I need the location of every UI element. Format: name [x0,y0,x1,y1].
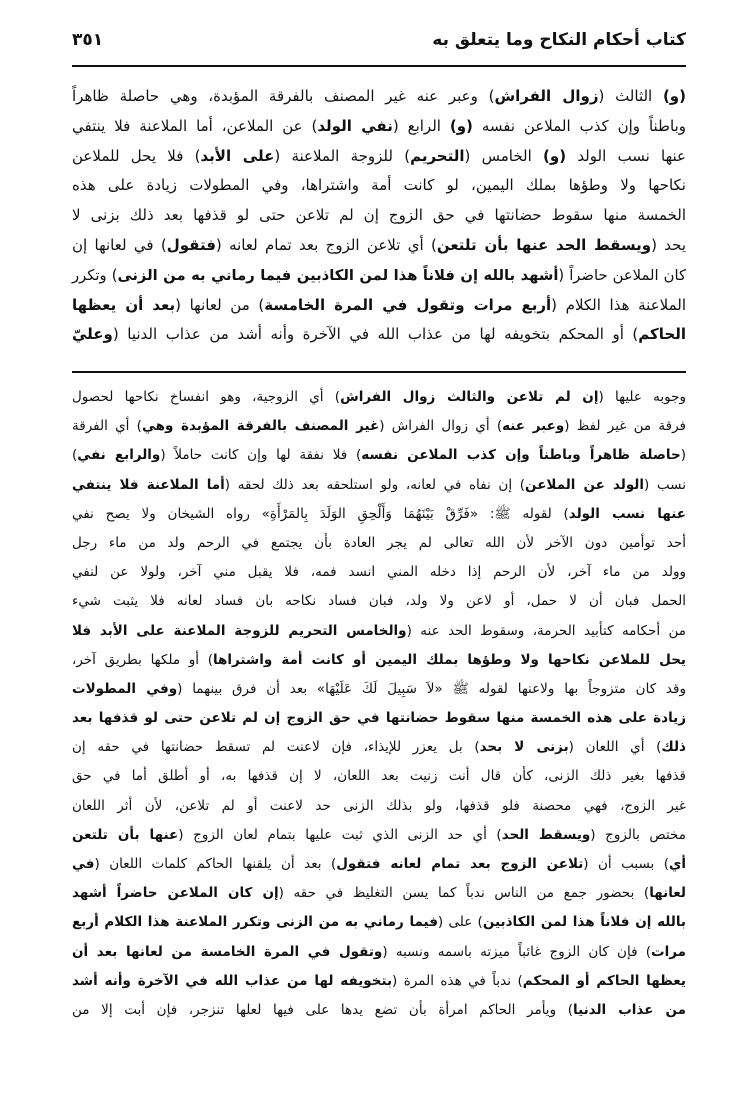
text-line [72,967,686,996]
text-line [72,320,686,350]
bold-text-segment: فيما رماني به من الزنى وتكرر الملاعنة هذا الكلام أربع [72,914,438,931]
text-segment: ) أي زوال الفراش ( [379,418,503,435]
bold-text-segment: عنها نسب الولد [568,505,686,522]
text-segment: وجوبه عليها ( [598,389,687,405]
bold-text-segment: على الأبد [200,146,275,165]
text-line [72,142,686,172]
bold-text-segment: مرات [651,943,686,960]
header-rule [72,65,686,67]
bold-text-segment: الحاكم [638,325,686,344]
text-line [72,762,686,791]
text-line [72,231,686,261]
text-segment: ) بسبب أن ( [583,856,669,872]
text-segment: ) فلا نفقة لها وإن كانت حاملاً ( [160,447,362,464]
text-line [72,792,686,821]
text-segment: ) ويأمر الحاكم امرأة بأن تضع يدها على فيها لعلها تنزجر، فإن أبت إلا من [72,1001,574,1018]
text-segment: ) أي الفرقة [72,418,142,435]
text-segment: ) في لعانها إن [72,235,167,254]
commentary-text [72,383,686,1025]
text-line [72,938,686,967]
text-line [72,821,686,850]
bold-text-segment: بزنى لا بحد [479,739,569,756]
bold-text-segment: والخامس التحريم للزوجة الملاعنة على الأبد فلا [72,622,407,639]
page-number: ٣٥١ [72,30,104,50]
bold-text-segment: وعليّ [72,325,113,344]
text-segment: ) أو ملكها بطريق آخر، [72,651,213,668]
text-segment: ( [680,447,686,464]
text-segment: نكاحها ولا وطؤها بملك اليمين، لو كانت أمة واشتراها، وفي المطولات زيادة على هذه [72,176,686,195]
text-segment: ) لقوله ﷺ: «فَرِّقْ بَيْنَهُمَا وَأَلْحِقِ الوَلَدَ بِالمَرْأَةِ» رواه الشيخان ولا يصح نفي [72,505,569,522]
footnote-separator [72,371,686,373]
text-segment: وولد من ماء آخر، لأن الرحم إذا دخله المني انسد فمه، فلا يقبل مني آخر، ولولا عن لنفي [72,564,686,581]
text-line [72,500,686,529]
bold-text-segment: عنها بأن تلتعن [72,826,179,843]
text-segment: ) أي اللعان ( [568,739,662,756]
text-segment: ) بل يعزر للإيذاء، فإن لاعنت لم تسقط حضانتها في حقه إن [72,739,480,756]
text-segment: ) [72,447,78,464]
text-segment: ) عن الملاعن، أما الملاعنة فلا ينتفي [72,116,318,135]
bold-text-segment: إن لم تلاعن والثالث زوال الفراش [340,389,599,405]
text-line [72,908,686,937]
bold-text-segment: حاصلة ظاهراً وباطناً وإن كذب الملاعن نفسه [361,447,681,464]
text-line [72,558,686,587]
text-segment: كان الملاعن حاضراً ( [558,266,686,284]
bold-text-segment: بتخويفه لها من عذاب الله في الآخرة وأنه أشد [72,972,393,989]
bold-text-segment: أما الملاعنة فلا ينتفي [72,476,225,493]
bold-text-segment: إن كان الملاعن حاضراً أشهد [72,885,279,902]
text-line [72,850,686,879]
bold-text-segment: في [72,856,95,872]
text-segment: وقد كان متزوجاً بها ولاعنها لقوله ﷺ «لاَ سَبِيلَ لَكَ عَلَيْهَا» بعد أن فرق بينهما ( [177,680,686,697]
text-line [72,112,686,142]
bold-text-segment: أي [668,856,686,872]
text-segment: مختص بالزوج ( [590,826,686,843]
text-line [72,617,686,646]
text-line [72,171,686,201]
text-segment: يحد ( [651,235,687,254]
text-segment: ) بعد أن يلقنها الحاكم كلمات اللعان ( [94,856,337,872]
text-line [72,412,686,441]
running-header [72,30,686,60]
text-segment: ) من لعانها ( [175,295,265,314]
bold-text-segment: ويسقط الحد عنها بأن تلتعن [436,235,652,254]
bold-text-segment: فتقول [166,235,216,254]
text-segment: ) إن نفاه في لعانه، ولو استلحقه بعد ذلك لحقه ( [224,476,526,493]
text-segment: ) أي حد الزنى الذي ثبت عليها بتمام لعان الزوج ( [178,826,502,843]
text-segment: ) للزوجة الملاعنة ( [274,146,411,165]
bold-text-segment: نفي الولد [317,116,393,135]
bold-text-segment: بعد أن يعظها [72,295,176,314]
text-line [72,879,686,908]
text-segment: ) على ( [437,914,483,931]
text-segment: الخامس ( [464,146,544,165]
bold-text-segment: وعبر عنه [502,418,565,435]
text-line [72,471,686,500]
bold-text-segment: تلاعن الزوج بعد تمام لعانه فتقول [336,856,584,872]
text-line [72,201,686,231]
main-text [72,82,686,350]
text-segment: الخمسة منها سقوط حضانتها في حق الزوج إن لم تلاعن حتى لو قذفها بعد ذلك بزنى لا [72,206,686,225]
bold-text-segment: لعانها [649,885,686,902]
text-segment: أحد توأمين دون الآخر لأن الله تعالى لم يجر العادة بأن يجتمع في الرحم ولد من ماء رجل [72,534,686,551]
text-segment: الثالث ( [598,87,663,105]
text-segment: ) ندباً في هذه المرة ( [392,972,523,989]
text-segment: الرابع ( [392,116,450,135]
text-segment: قذفها بغير ذلك الزنى، كأن قال أنت زنيت بعد اللعان، لا إن قذفها به، أو أطلق أما في حق [72,768,686,785]
bold-text-segment: ذلك [661,739,686,756]
bold-text-segment: زوال الفراش [494,87,599,105]
bold-text-segment: من عذاب الدنيا [573,1001,686,1018]
text-line [72,587,686,616]
text-segment: وباطناً وإن كذب الملاعن نفسه [472,116,686,135]
text-segment: ) فإن كان الزوج غائباً ميزته باسمه ونسبه ( [382,943,652,960]
text-segment: عنها نسب الولد [566,146,686,165]
bold-text-segment: التحريم [410,146,465,165]
text-segment: ) بحضور جمع من الناس ندباً كما يسن التغليظ في حقه ( [278,885,650,902]
bold-text-segment: (و) [449,116,473,135]
bold-text-segment: وتقول في المرة الخامسة من لعانها بعد أن [72,943,383,960]
bold-text-segment: بالله إن فلاناً هذا لمن الكاذبين [482,914,686,931]
running-title: كتاب أحكام النكاح وما يتعلق به [432,30,686,50]
text-segment: نسب ( [643,476,686,493]
text-segment: ) أي تلاعن الزوج بعد تمام لعانه ( [215,235,437,254]
text-line [72,675,686,704]
text-line [72,82,686,112]
bold-text-segment: الولد عن الملاعن [525,476,644,493]
text-segment: من أحكامه كتأبيد الحرمة، وسقوط الحد عنه ( [406,622,687,639]
text-segment: ) وعبر عنه غير المصنف بالفرقة المؤبدة، وهي حاصلة ظاهراً [72,87,495,105]
bold-text-segment: يعظها الحاكم أو المحكم [522,972,686,989]
text-segment: غير الزوج، فهي محصنة فلو قذفها، ولو بذلك الزنى حد لاعنت أو لم تلاعن، لأن أثر اللعان [72,797,686,814]
bold-text-segment: (و) [662,87,686,105]
bold-text-segment: يحل للملاعن نكاحها ولا وطؤها بملك اليمين أو كانت أمة واشتراها [212,651,686,668]
text-segment: ) وتكرر [72,266,118,284]
bold-text-segment: أشهد بالله إن فلاناً هذا لمن الكاذبين فيما رماني به من الزنى [117,266,559,284]
text-segment: فرقة من غير لفظ ( [564,418,686,435]
bold-text-segment: زيادة على هذه الخمسة منها سقوط حضانتها في حق الزوج إن لم تلاعن حتى لو قذفها بعد [72,710,686,727]
text-segment: ) أي الزوجية، وهو انفساخ نكاحها لحصول [72,389,341,405]
bold-text-segment: ويسقط الحد [501,826,591,843]
text-line [72,291,686,321]
bold-text-segment: (و) [543,146,567,165]
text-line [72,996,686,1025]
text-line [72,733,686,762]
text-line [72,529,686,558]
text-line [72,261,686,291]
text-segment: ) أو المحكم بتخويفه لها من عذاب الله في الآخرة وأنه أشد من عذاب الدنيا ( [112,325,639,344]
bold-text-segment: والرابع نفي [77,447,161,464]
bold-text-segment: أربع مرات وتقول في المرة الخامسة [264,295,552,314]
text-segment: ) فلا يحل للملاعن [72,146,201,165]
text-line [72,383,686,412]
text-line [72,704,686,733]
text-segment: الحمل فبان أن لا حمل، أو لاعن ولا ولد، فبان فساد نكاحه بان فساد لعانه فلا يثبت شيء [72,593,686,610]
text-line [72,441,686,470]
bold-text-segment: غير المصنف بالفرقة المؤبدة وهي [141,418,380,435]
bold-text-segment: وفي المطولات [72,680,178,697]
text-segment: الملاعنة هذا الكلام ( [551,295,686,314]
text-line [72,646,686,675]
